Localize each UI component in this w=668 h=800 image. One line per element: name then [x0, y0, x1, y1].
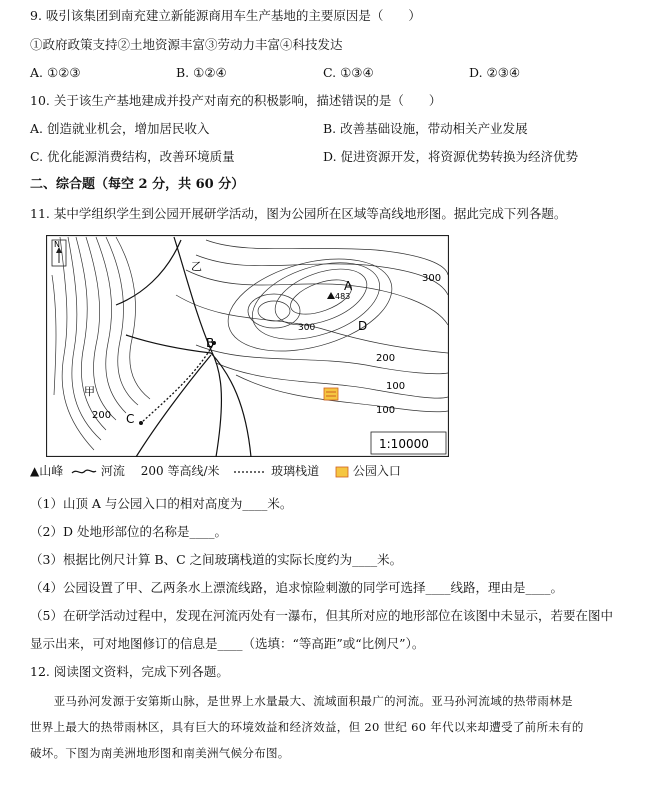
q9-statements: ①政府政策支持②土地资源丰富③劳动力丰富④科技发达 — [30, 37, 343, 52]
contour-label-200b: 200 — [92, 410, 112, 421]
legend-river: 河流 — [100, 464, 125, 478]
q11-sub-2: （2）D 处地形部位的名称是____。 — [30, 524, 227, 539]
q9-option-c: C. ①③④ — [323, 65, 374, 80]
contour-label-300b: 300 — [298, 323, 316, 333]
q12-para-3: 破坏。下图为南美洲地形图和南美洲气候分布图。 — [30, 746, 290, 760]
peak-value: 483 — [335, 292, 351, 301]
scale-label: 1:10000 — [379, 437, 429, 451]
entrance-legend-icon — [335, 466, 349, 478]
q11-sub-1: （1）山顶 A 与公园入口的相对高度为____米。 — [30, 496, 293, 511]
q11-sub-4: （4）公园设置了甲、乙两条水上漂流线路，追求惊险刺激的同学可选择____线路，理由是____。 — [30, 580, 563, 595]
contour-map — [46, 235, 449, 457]
q10-stem: 10. 关于该生产基地建成并投产对南充的积极影响，描述错误的是（ ） — [30, 93, 442, 108]
legend-entrance: 公园入口 — [352, 464, 401, 478]
label-a: A — [344, 279, 353, 293]
q11-sub-5b: 显示出来，可对地图修订的信息是____（选填：“等高距”或“比例尺”）。 — [30, 636, 425, 651]
label-jia: 甲 — [84, 385, 95, 398]
q9-option-d: D. ②③④ — [469, 65, 521, 80]
q11-sub-3: （3）根据比例尺计算 B、C 之间玻璃栈道的实际长度约为____米。 — [30, 552, 403, 567]
q10-option-c: C. 优化能源消费结构，改善环境质量 — [30, 149, 235, 164]
park-entrance-icon — [324, 388, 338, 400]
q9-option-b: B. ①②④ — [176, 65, 227, 80]
river-legend-icon — [71, 467, 97, 477]
label-d: D — [358, 319, 368, 333]
q12-para-2: 世界上最大的热带雨林区，具有巨大的环境效益和经济效益，但 20 世纪 60 年代以来却遭受了前所未有的 — [30, 720, 584, 734]
trail-legend-icon — [233, 467, 267, 477]
q12-para-1: 亚马孙河发源于安第斯山脉，是世界上水量最大、流域面积最广的河流。亚马孙河流域的热带雨林是 — [30, 694, 573, 708]
q10-option-d: D. 促进资源开发，将资源优势转换为经济优势 — [323, 149, 579, 164]
q12-stem: 12. 阅读图文资料，完成下列各题。 — [30, 664, 229, 679]
contour-label-200: 200 — [376, 353, 396, 364]
map-legend — [30, 463, 405, 479]
contour-label-100a: 100 — [386, 381, 406, 392]
contour-label-300a: 300 — [422, 273, 442, 284]
north-label: N — [54, 240, 60, 249]
section-heading: 二、综合题（每空 2 分，共 60 分） — [30, 177, 245, 192]
label-c: C — [126, 412, 135, 426]
q11-sub-5a: （5）在研学活动过程中，发现在河流丙处有一瀑布，但其所对应的地形部位在该图中未显示，若要在图中 — [30, 608, 613, 623]
legend-peak: ▲山峰 — [30, 464, 64, 478]
contour-label-100b: 100 — [376, 405, 396, 416]
q10-option-b: B. 改善基础设施，带动相关产业发展 — [323, 121, 528, 136]
label-b: B — [206, 336, 215, 350]
q10-option-a: A. 创造就业机会，增加居民收入 — [30, 121, 210, 136]
q9-stem: 9. 吸引该集团到南充建立新能源商用车生产基地的主要原因是（ ） — [30, 8, 421, 23]
q11-stem: 11. 某中学组织学生到公园开展研学活动，图为公园所在区域等高线地形图。据此完成下列各题。 — [30, 206, 567, 221]
legend-trail: 玻璃栈道 — [271, 464, 320, 478]
q9-option-a: A. ①②③ — [30, 65, 81, 80]
legend-contour: 200 等高线/米 — [140, 464, 220, 478]
label-yi: 乙 — [191, 260, 202, 273]
